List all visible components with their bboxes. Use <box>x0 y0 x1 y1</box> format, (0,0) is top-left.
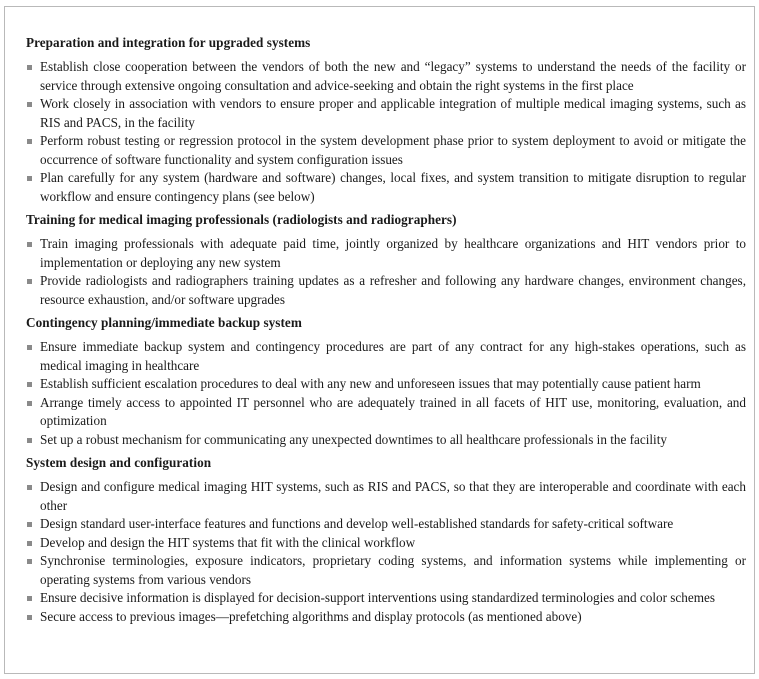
bullet-list <box>26 58 746 206</box>
bullet-list <box>26 235 746 309</box>
list-item <box>26 394 746 431</box>
list-item-text: Synchronise terminologies, exposure indicators, proprietary coding systems, and information systems while implementing or operating systems from various vendors <box>40 553 746 587</box>
recommendations-content <box>26 33 746 630</box>
square-bullet-icon <box>27 382 32 387</box>
square-bullet-icon <box>27 401 32 406</box>
list-item-text: Perform robust testing or regression protocol in the system development phase prior to system deployment to avoid or mitigate the occurrence of software functionality and system configuration issues <box>40 133 746 167</box>
list-item-text: Establish sufficient escalation procedures to deal with any new and unforeseen issues that may potentially cause patient harm <box>40 376 701 391</box>
square-bullet-icon <box>27 438 32 443</box>
list-item <box>26 338 746 375</box>
list-item <box>26 132 746 169</box>
section-preparation-integration <box>26 33 746 206</box>
list-item <box>26 478 746 515</box>
list-item <box>26 515 746 534</box>
list-item-text: Secure access to previous images—prefetching algorithms and display protocols (as mentioned above) <box>40 608 582 624</box>
section-title: Preparation and integration for upgraded systems <box>26 35 311 50</box>
list-item <box>26 431 746 450</box>
list-item <box>26 375 746 394</box>
square-bullet-icon <box>27 596 32 601</box>
bullet-list <box>26 478 746 626</box>
list-item <box>26 235 746 272</box>
list-item <box>26 589 746 608</box>
square-bullet-icon <box>27 139 32 144</box>
list-item <box>26 552 746 589</box>
list-item-text: Set up a robust mechanism for communicating any unexpected downtimes to all healthcare professionals in the facility <box>40 431 667 447</box>
list-item-text: Design standard user-interface features and functions and develop well-established standards for safety-critical software <box>40 516 674 531</box>
list-item-text: Ensure decisive information is displayed for decision-support interventions using standardized terminologies and color schemes <box>40 590 715 605</box>
list-item <box>26 169 746 206</box>
list-item-text: Develop and design the HIT systems that fit with the clinical workflow <box>40 534 416 550</box>
list-item <box>26 58 746 95</box>
square-bullet-icon <box>27 485 32 490</box>
list-item-text: Arrange timely access to appointed IT personnel who are adequately trained in all facets of HIT use, monitoring, evaluation, and optimization <box>40 394 746 428</box>
list-item-text: Train imaging professionals with adequate paid time, jointly organized by healthcare organizations and HIT vendors prior to implementation or deploying any new system <box>40 236 746 270</box>
square-bullet-icon <box>27 102 32 107</box>
section-title: System design and configuration <box>26 455 212 470</box>
bullet-list <box>26 338 746 449</box>
square-bullet-icon <box>27 176 32 181</box>
list-item <box>26 534 746 553</box>
list-item <box>26 272 746 309</box>
section-title: Training for medical imaging professionals (radiologists and radiographers) <box>26 212 457 227</box>
square-bullet-icon <box>27 541 32 546</box>
section-training <box>26 210 746 309</box>
square-bullet-icon <box>27 279 32 284</box>
list-item-text: Establish close cooperation between the vendors of both the new and “legacy” systems to understand the needs of the facility or service through extensive ongoing consultation and advice-seeking and obtain the right systems in the first place <box>40 59 746 93</box>
list-item-text: Design and configure medical imaging HIT systems, such as RIS and PACS, so that they are interoperable and coordinate with each other <box>40 479 746 513</box>
square-bullet-icon <box>27 65 32 70</box>
list-item-text: Work closely in association with vendors to ensure proper and applicable integration of multiple medical imaging systems, such as RIS and PACS, in the facility <box>40 96 746 130</box>
section-title: Contingency planning/immediate backup system <box>26 315 302 330</box>
list-item <box>26 608 746 627</box>
list-item <box>26 95 746 132</box>
square-bullet-icon <box>27 345 32 350</box>
section-system-design <box>26 453 746 626</box>
section-contingency-planning <box>26 313 746 449</box>
square-bullet-icon <box>27 559 32 564</box>
list-item-text: Ensure immediate backup system and contingency procedures are part of any contract for any high-stakes operations, such as medical imaging in healthcare <box>40 339 746 373</box>
list-item-text: Provide radiologists and radiographers training updates as a refresher and following any hardware changes, environment changes, resource exhaustion, and/or software upgrades <box>40 273 746 307</box>
list-item-text: Plan carefully for any system (hardware and software) changes, local fixes, and system transition to mitigate disruption to regular workflow and ensure contingency plans (see below) <box>40 170 746 204</box>
square-bullet-icon <box>27 242 32 247</box>
square-bullet-icon <box>27 522 32 527</box>
square-bullet-icon <box>27 615 32 620</box>
